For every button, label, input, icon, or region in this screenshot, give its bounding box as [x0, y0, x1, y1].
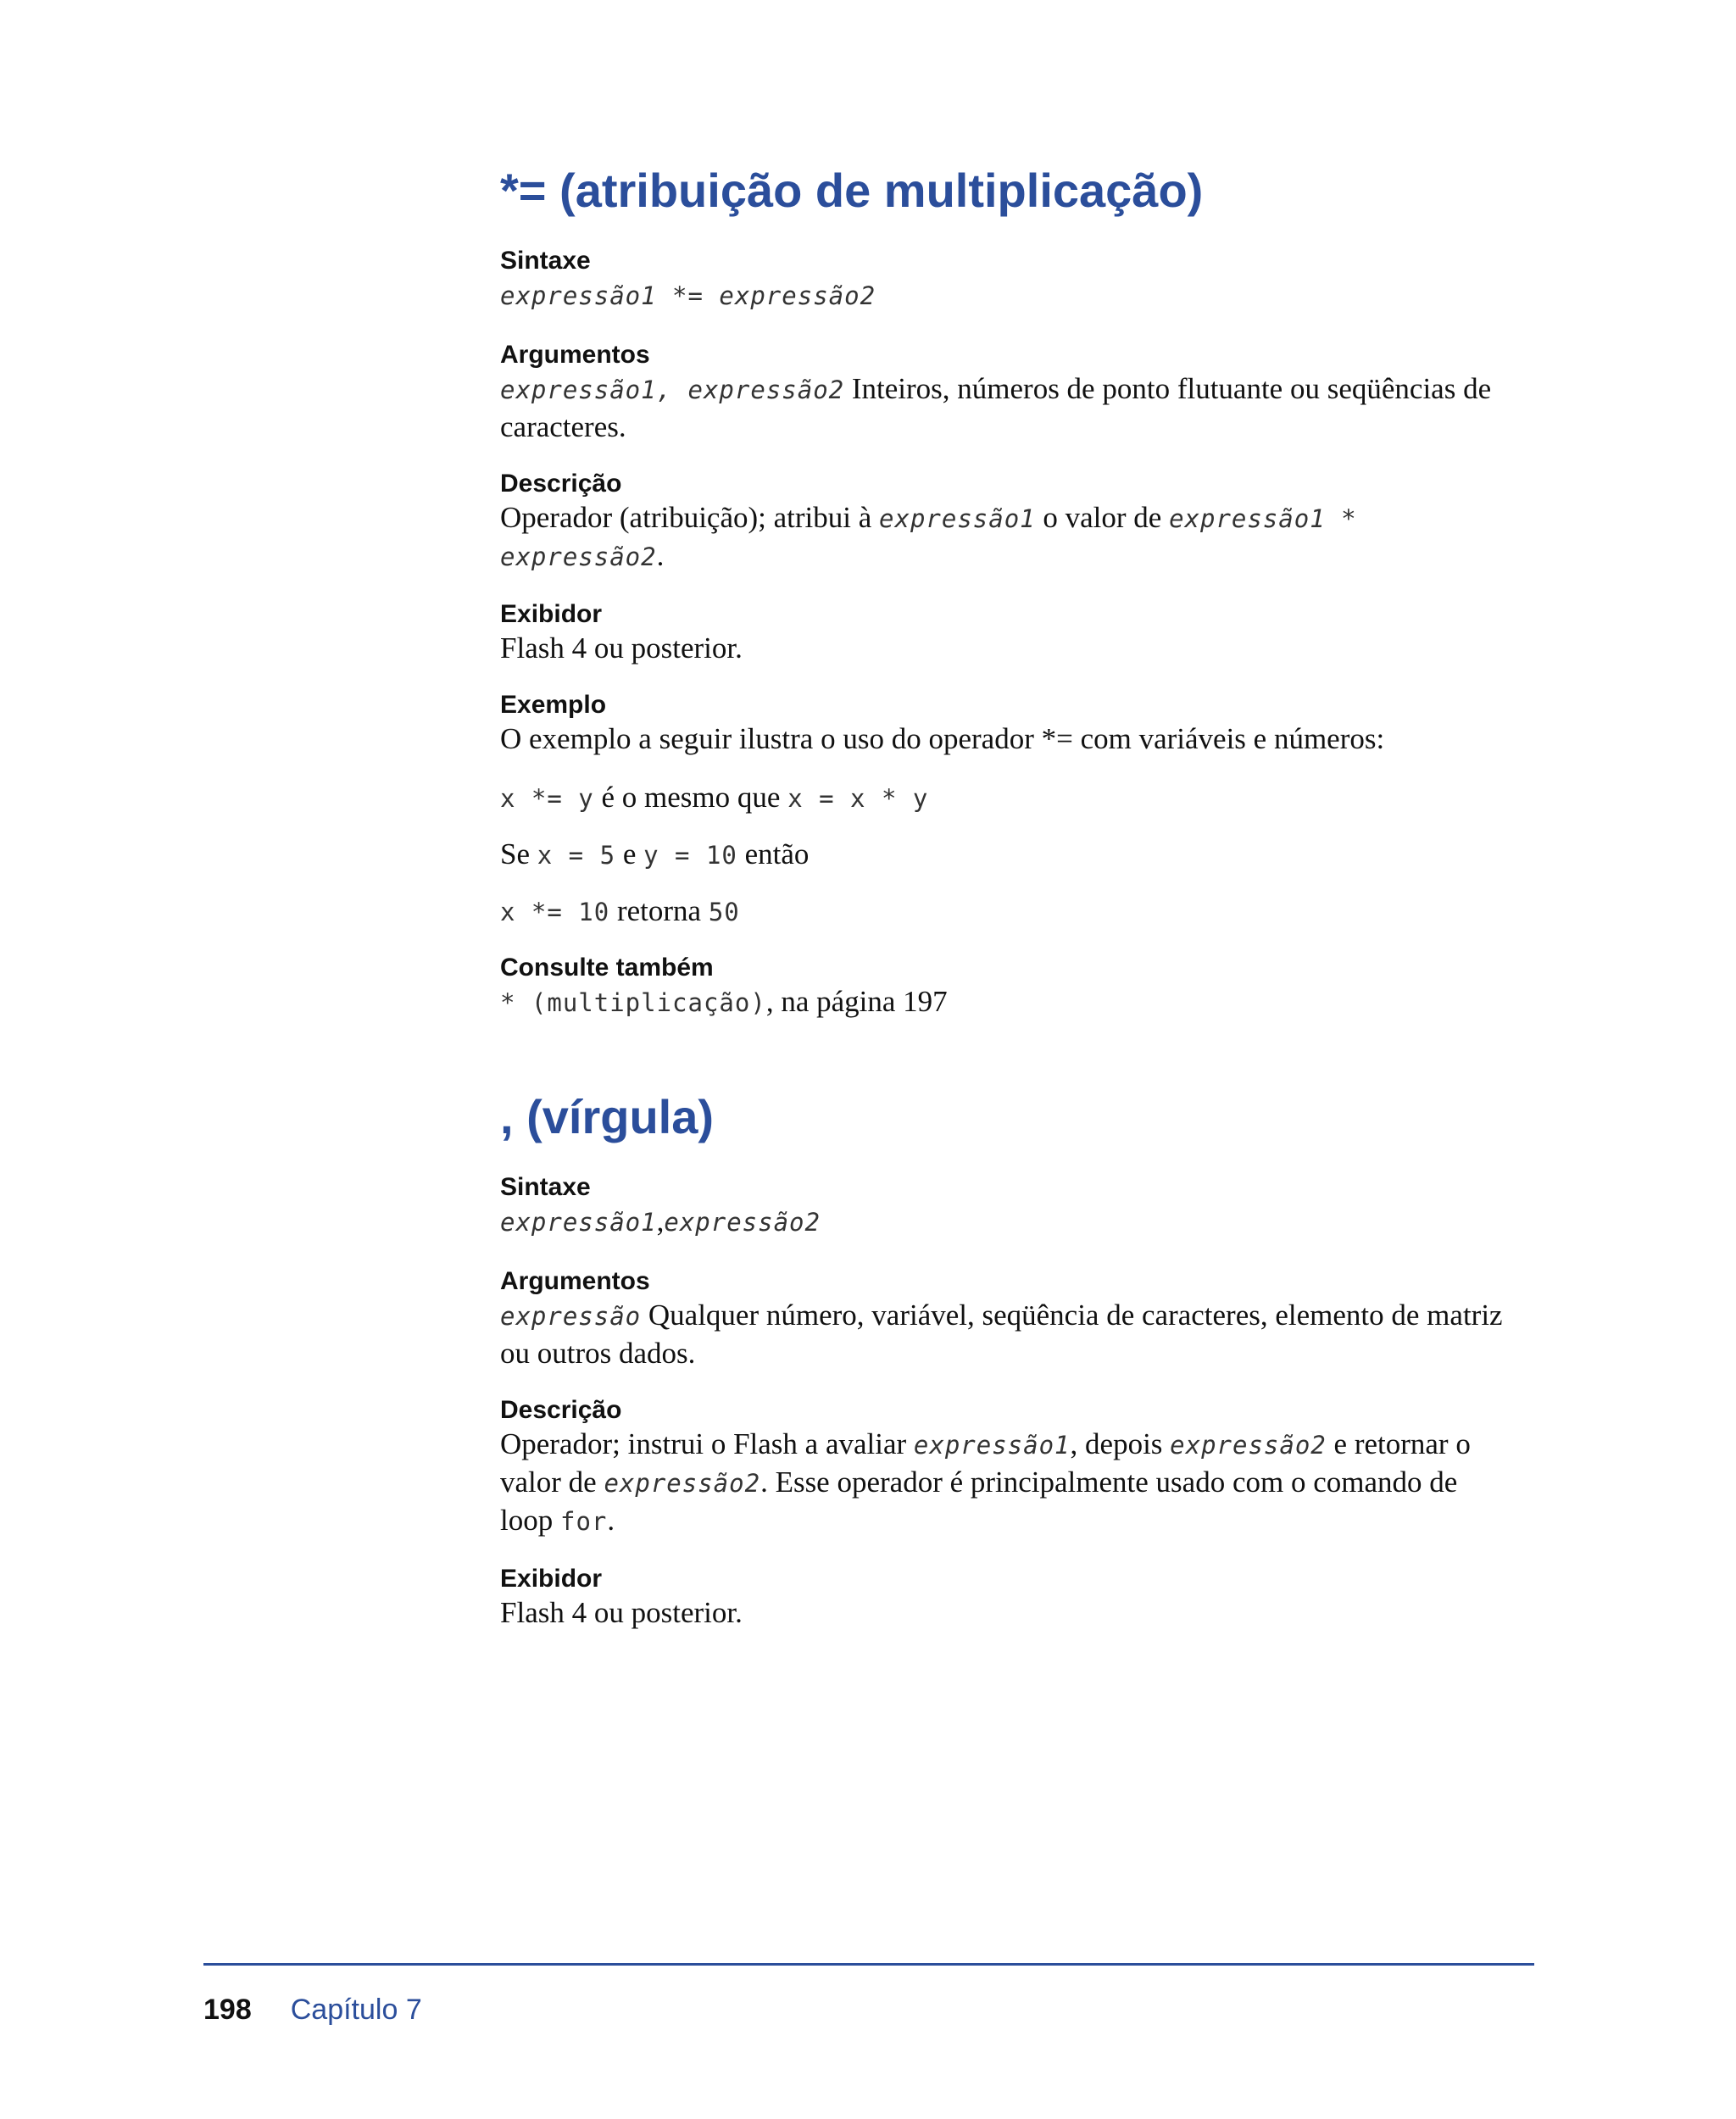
example-text: então: [737, 837, 810, 870]
description-part: .: [656, 539, 665, 572]
description-code: expressão1: [879, 504, 1036, 533]
syntax-label: Sintaxe: [500, 1173, 591, 1201]
description-text: [500, 499, 1517, 576]
example-text: é o mesmo que: [593, 781, 788, 814]
example-text: e: [615, 837, 644, 870]
syntax-label: Sintaxe: [500, 247, 591, 275]
example-text: retorna: [609, 894, 709, 927]
syntax-code: expressão2: [664, 1208, 821, 1237]
description-part: , depois: [1070, 1427, 1171, 1460]
arguments-code: expressão1, expressão2: [500, 375, 845, 404]
example-code: x = 5: [537, 841, 616, 870]
description-code: expressão1 * expressão2: [500, 504, 1357, 571]
page-content: [500, 161, 1517, 1655]
description-code: expressão2: [1170, 1431, 1327, 1460]
example-label: Exemplo: [500, 691, 607, 719]
example-code: x *= y: [500, 784, 594, 813]
description-label: Descrição: [500, 470, 622, 498]
syntax-text: [500, 1203, 1517, 1241]
page-footer: [203, 1994, 422, 2027]
arguments-code: expressão: [500, 1302, 642, 1331]
see-also-text: [500, 983, 1517, 1021]
description-text: [500, 1426, 1517, 1540]
description-label: Descrição: [500, 1396, 622, 1424]
arguments-description: Inteiros, números de ponto flutuante ou seqüências de caracteres.: [500, 372, 1492, 443]
example-intro: O exemplo a seguir ilustra o uso do operador *= com variáveis e números:: [500, 722, 1385, 755]
player-text: Flash 4 ou posterior.: [500, 631, 743, 665]
player-label: Exibidor: [500, 1565, 603, 1593]
entry-comma: [500, 1087, 1517, 1631]
arguments-label: Argumentos: [500, 341, 650, 369]
arguments-description: Qualquer número, variável, seqüência de caracteres, elemento de matriz ou outros dados.: [500, 1299, 1503, 1370]
chapter-label: Capítulo 7: [290, 1994, 422, 2026]
description-code: for: [559, 1507, 608, 1536]
entry-title: , (vírgula): [500, 1090, 715, 1143]
example-code: x *= 10: [500, 898, 610, 926]
description-part: e retornar o valor de: [500, 1427, 1471, 1499]
player-label: Exibidor: [500, 600, 603, 628]
example-line-2: [500, 836, 1517, 874]
example-code: y = 10: [643, 841, 737, 870]
see-also-link[interactable]: * (multiplicação): [500, 988, 766, 1017]
syntax-text: [500, 276, 1517, 314]
example-line-3: [500, 893, 1517, 931]
description-part: .: [607, 1504, 615, 1537]
description-code: expressão2: [604, 1469, 761, 1498]
arguments-label: Argumentos: [500, 1267, 650, 1295]
example-text: Se: [500, 837, 537, 870]
page-number: 198: [203, 1994, 252, 2026]
player-text: Flash 4 ou posterior.: [500, 1596, 743, 1629]
example-line-1: [500, 779, 1517, 817]
syntax-code: expressão1 *= expressão2: [500, 281, 876, 310]
syntax-comma: ,: [656, 1204, 665, 1237]
arguments-text: [500, 1297, 1517, 1371]
syntax-code: expressão1: [500, 1208, 657, 1237]
entry-multiplication-assignment: [500, 161, 1517, 1021]
arguments-text: [500, 370, 1517, 445]
see-also-page: , na página 197: [765, 985, 948, 1018]
description-code: expressão1: [913, 1431, 1071, 1460]
example-code: x = x * y: [787, 784, 929, 813]
example-code: 50: [708, 898, 740, 926]
description-part: Operador (atribuição); atribui à: [500, 501, 880, 534]
see-also-label: Consulte também: [500, 954, 714, 982]
footer-rule: [203, 1963, 1534, 1966]
description-part: o valor de: [1035, 501, 1170, 534]
description-part: . Esse operador é principalmente usado com o comando de loop: [500, 1466, 1458, 1537]
entry-title: *= (atribuição de multiplicação): [500, 164, 1204, 217]
description-part: Operador; instrui o Flash a avaliar: [500, 1427, 914, 1460]
